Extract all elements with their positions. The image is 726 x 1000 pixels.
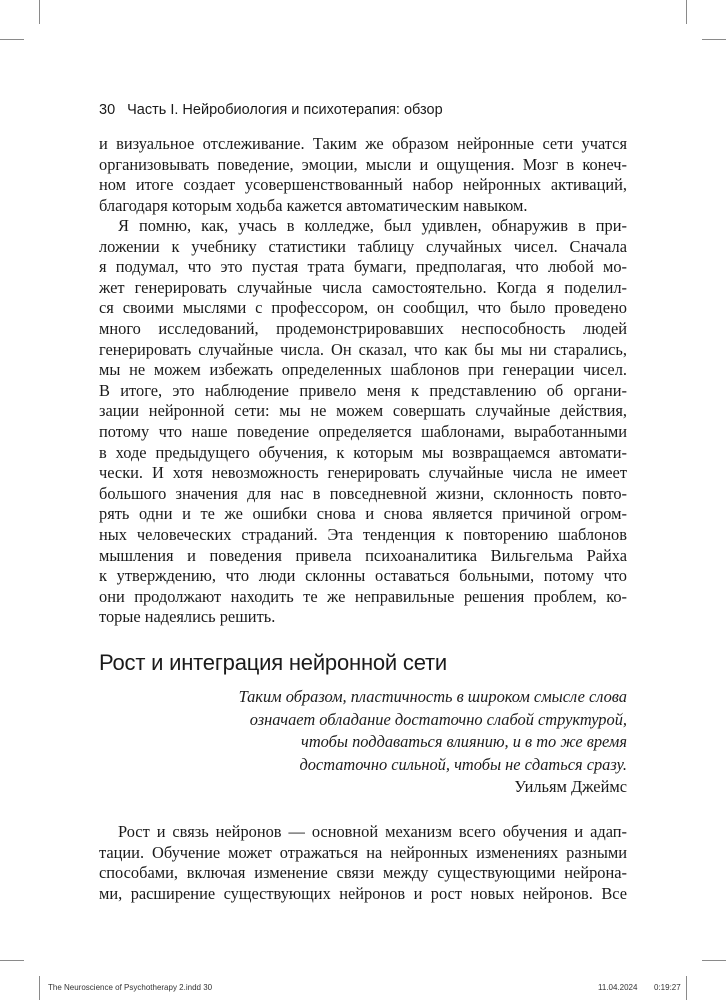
text-line: В итоге, это наблюдение привело меня к представлению об органи-: [99, 380, 627, 400]
crop-mark: [686, 976, 687, 1000]
text-line: к утверждению, что люди склонны оставаться больными, потому что: [99, 566, 627, 586]
footer-file-name: The Neuroscience of Psychotherapy 2.indd 30: [48, 983, 213, 992]
running-head: [99, 102, 443, 118]
text-line: и визуальное отслеживание. Таким же образом нейронные сети учатся: [99, 134, 627, 153]
text-line: тации. Обучение может отражаться на нейронных изменениях разными: [99, 842, 627, 862]
text-line: зации нейронной сети: мы не можем совершать случайные действия,: [99, 401, 627, 421]
page-number: 30: [99, 102, 116, 118]
text-line: большого значения для нас в повседневной жизни, склонность повто-: [99, 483, 627, 503]
crop-mark: [702, 960, 726, 961]
text-line: рять одни и те же ошибки снова и снова является причиной огром-: [99, 504, 627, 524]
crop-mark: [39, 0, 40, 24]
crop-mark: [686, 0, 687, 24]
text-line: ся своими мыслями с профессором, он сообщил, что было проведено: [99, 298, 627, 318]
epigraph-line: чтобы поддаваться влиянию, и в то же время: [301, 732, 627, 751]
text-line: Я помню, как, учась в колледже, был удивлен, обнаружив в при-: [118, 216, 627, 235]
epigraph-author: Уильям Джеймс: [514, 777, 627, 796]
text-line: генерировать случайные числа. Он сказал, что как бы мы ни старались,: [99, 339, 627, 359]
crop-mark: [0, 39, 24, 40]
text-line: много исследований, продемонстрировавших неспособность людей: [99, 318, 627, 338]
body-paragraph-2: [99, 216, 627, 628]
epigraph-line: Таким образом, пластичность в широком смысле слова: [238, 687, 627, 706]
text-line: ных человеческих страданий. Эта тенденция к повторению шаблонов: [99, 524, 627, 544]
text-line: ложении к учебнику статистики таблицу случайных чисел. Сначала: [99, 236, 627, 256]
text-line: ми, расширение существующих нейронов и рост новых нейронов. Все: [99, 883, 627, 903]
text-line: я подумал, что это пустая трата бумаги, предполагая, что любой мо-: [99, 257, 627, 277]
text-line: мы не можем избежать определенных шаблонов при генерации чисел.: [99, 360, 627, 380]
footer-time: 0:19:27: [654, 983, 681, 992]
text-line: организовывать поведение, эмоции, мысли и ощущения. Мозг в конеч-: [99, 154, 627, 174]
text-line: Рост и связь нейронов — основной механизм всего обучения и адап-: [118, 822, 627, 841]
body-paragraph-3: [99, 822, 627, 904]
section-heading: Рост и интеграция нейронной сети: [99, 650, 447, 675]
footer-date: 11.04.2024: [598, 983, 638, 992]
running-head-title: Часть I. Нейробиология и психотерапия: обзор: [127, 102, 443, 118]
body-paragraph-1: [99, 134, 627, 216]
text-line: жет генерировать случайные числа самостоятельно. Когда я поделил-: [99, 277, 627, 297]
text-line: благодаря которым ходьба кажется автоматическим навыком.: [99, 195, 528, 215]
epigraph-line: достаточно сильной, чтобы не сдаться сразу.: [299, 754, 627, 774]
crop-mark: [0, 960, 24, 961]
text-line: способами, включая изменение связи между существующими нейрона-: [99, 863, 627, 883]
crop-mark: [702, 39, 726, 40]
text-line: ном итоге создает усовершенствованный набор нейронных активаций,: [99, 175, 627, 195]
epigraph-line: означает обладание достаточно слабой структурой,: [249, 709, 627, 729]
text-line: чески. И хотя невозможность генерировать случайные числа не имеет: [99, 463, 627, 483]
text-line: торые надеялись решить.: [99, 607, 276, 627]
text-line: они продолжают находить те же неправильные решения проблем, ко-: [99, 586, 627, 606]
crop-mark: [39, 976, 40, 1000]
text-line: потому что наше поведение определяется шаблонами, выработанными: [99, 421, 627, 441]
text-line: в ходе предыдущего обучения, к которым мы возвращаемся автомати-: [99, 442, 627, 462]
text-line: мышления и поведения привела психоаналитика Вильгельма Райха: [99, 545, 627, 565]
epigraph: [167, 686, 627, 799]
